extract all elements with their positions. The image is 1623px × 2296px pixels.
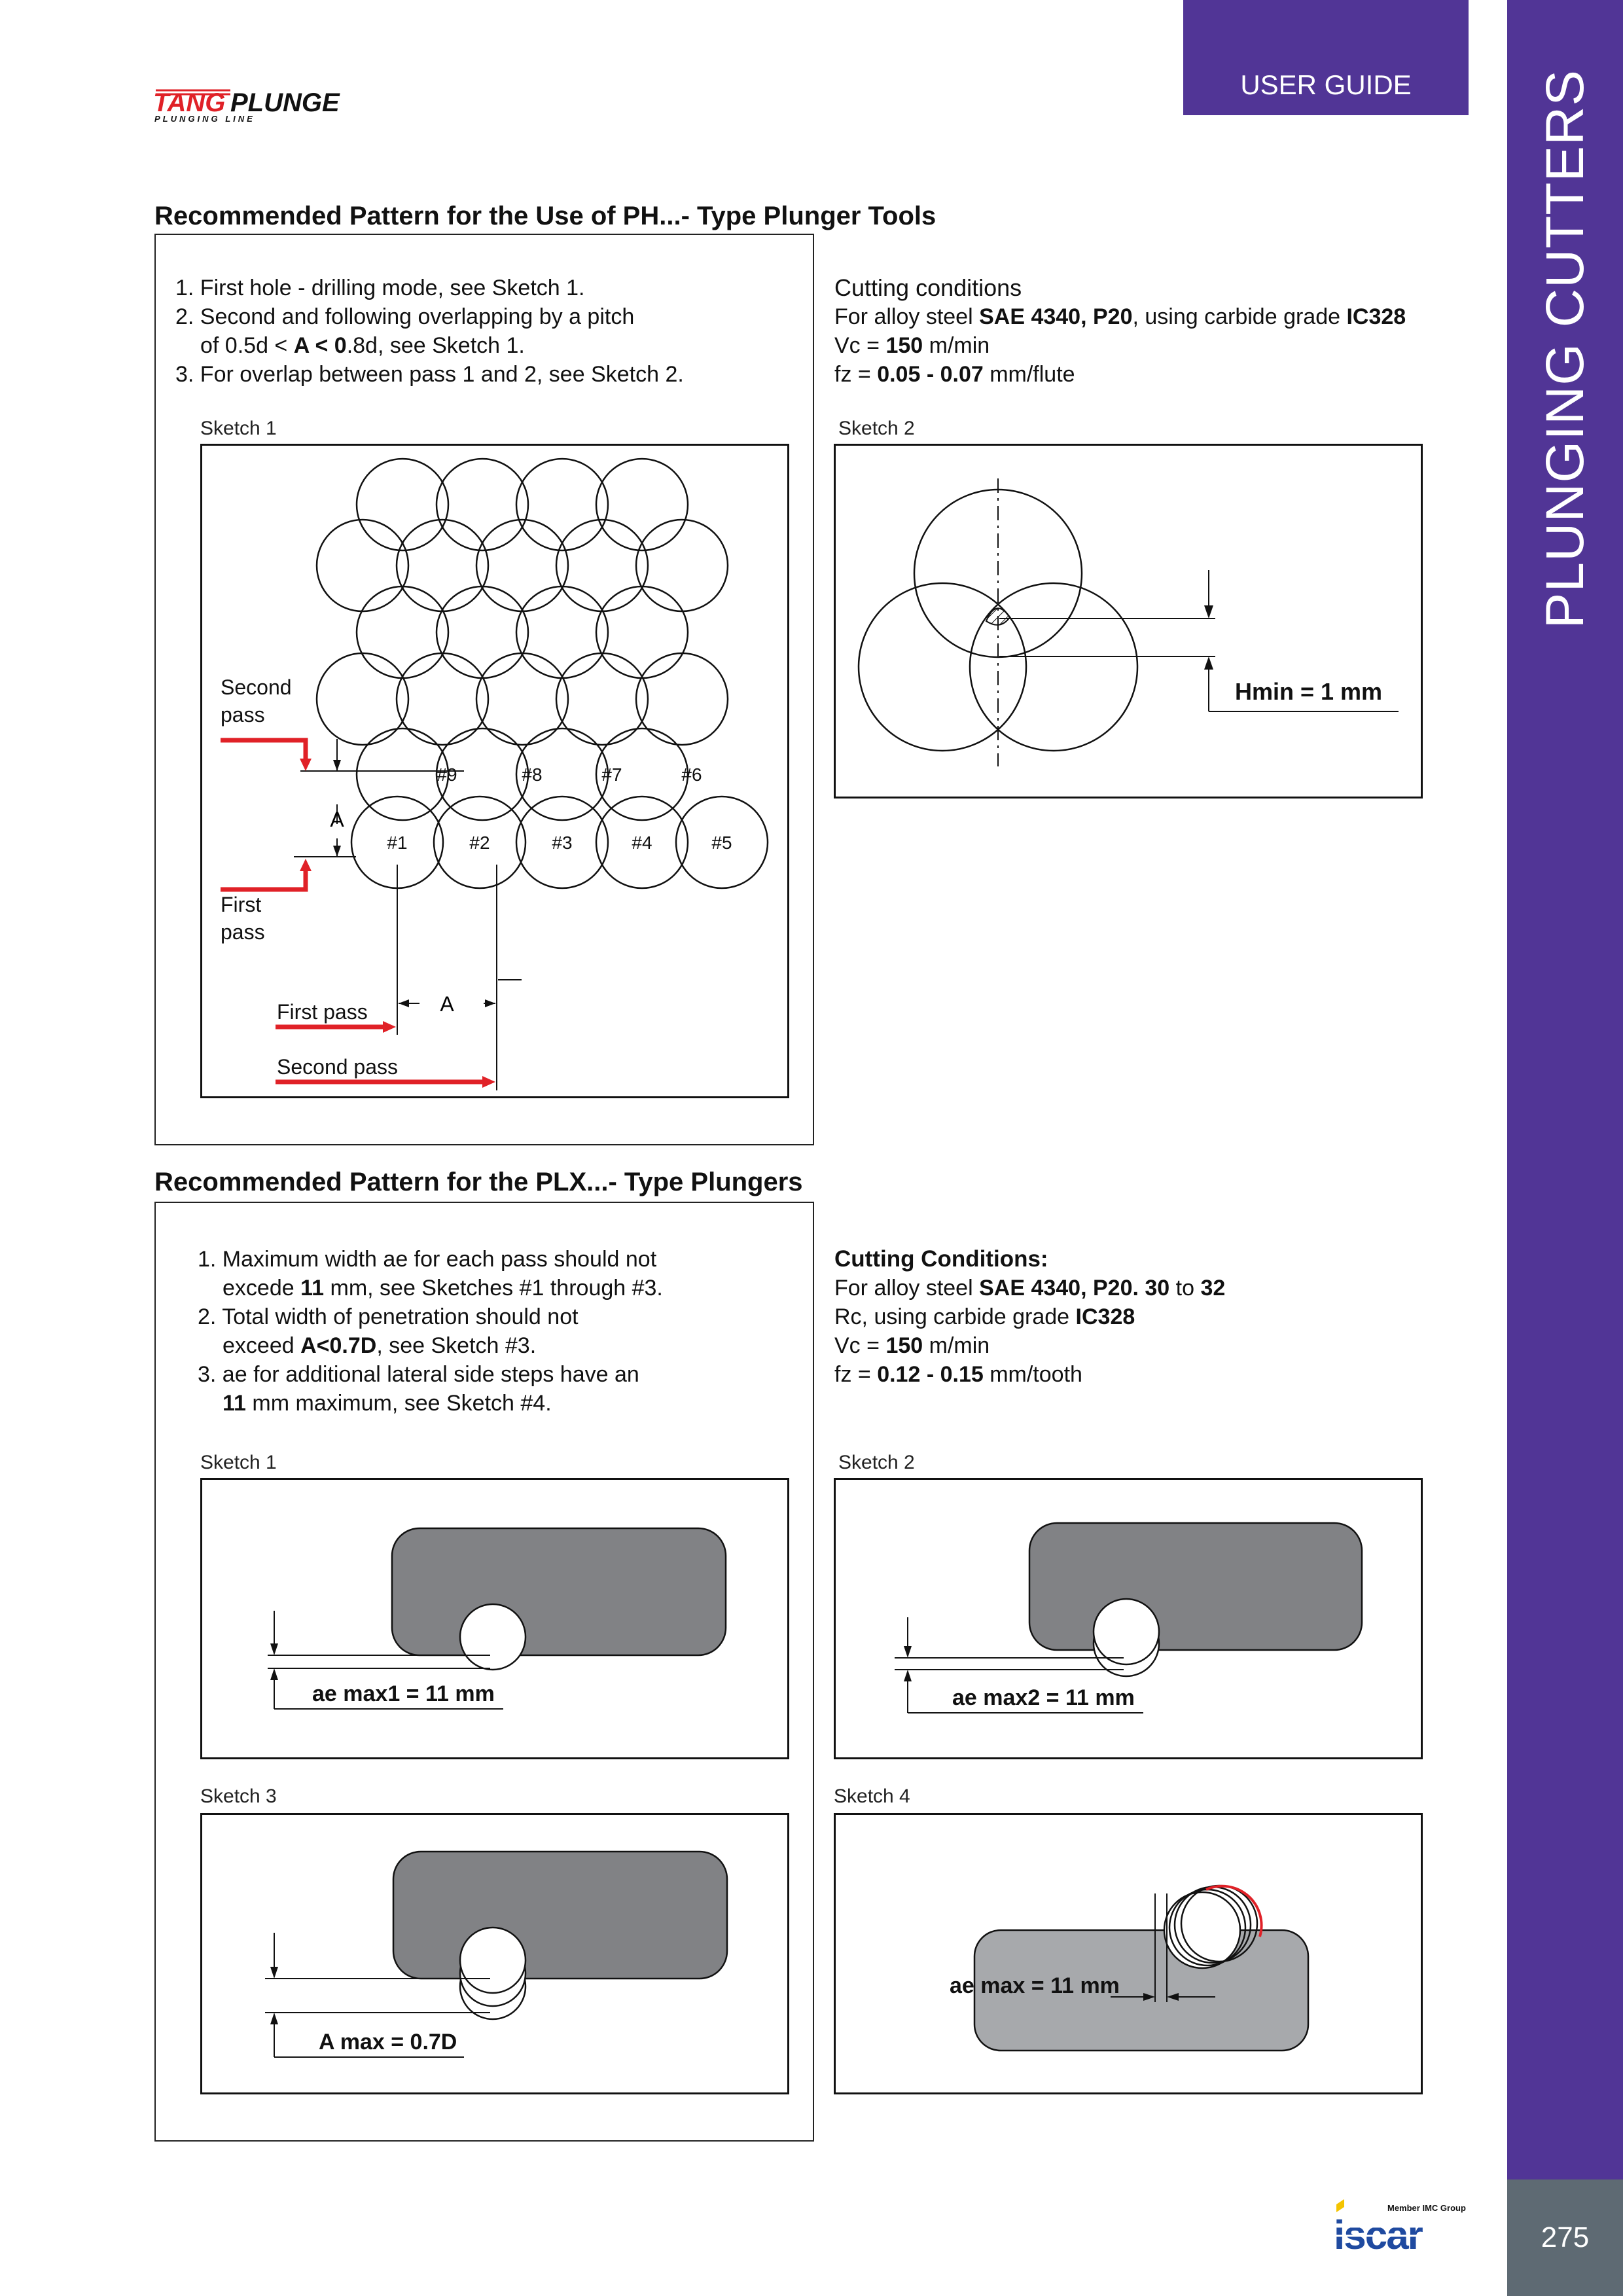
section1-conditions xyxy=(834,274,1406,389)
slot-shape xyxy=(1029,1523,1362,1650)
s2-grade-pre: Rc, using carbide grade xyxy=(834,1304,1076,1329)
section1-step2b xyxy=(175,331,684,360)
s1-sketch2-label: Sketch 2 xyxy=(838,418,915,439)
section-side-title-text: PLUNGING CUTTERS xyxy=(1535,69,1595,628)
section2-step3a: 3. ae for additional lateral side steps have an xyxy=(198,1362,639,1387)
section1-step2b-post: .8d, see Sketch 1. xyxy=(346,333,525,358)
page-number-box xyxy=(1507,2179,1623,2296)
s1-sketch1-drawing xyxy=(202,446,789,1098)
s2-sketch4-label: Sketch 4 xyxy=(834,1785,910,1807)
pitch-a-vertical: A xyxy=(330,808,344,831)
a-max-dimension: A max = 0.7D xyxy=(319,2030,457,2054)
svg-text:TANG: TANG xyxy=(153,88,226,117)
s2-vc-pre: Vc = xyxy=(834,1333,886,1358)
s1-grade: IC328 xyxy=(1346,304,1406,329)
s1-fz-unit: mm/flute xyxy=(983,362,1075,387)
s2-sketch4-drawing xyxy=(836,1815,1423,2094)
hole-number: #6 xyxy=(681,764,702,785)
s1-material: SAE 4340, P20 xyxy=(979,304,1133,329)
s1-material-mid: , using carbide grade xyxy=(1132,304,1347,329)
second-pass-run-label: Second pass xyxy=(277,1055,399,1079)
s2-vc-value: 150 xyxy=(885,1333,923,1358)
section1-step1: 1. First hole - drilling mode, see Sketch 1. xyxy=(175,276,585,300)
s2-step3b-bold: 11 xyxy=(223,1391,246,1416)
section1-conditions-fz xyxy=(834,360,1406,389)
s1-sketch1-label: Sketch 1 xyxy=(200,418,277,439)
second-pass-label-2: pass xyxy=(221,703,265,726)
s2-material-hrc: 32 xyxy=(1200,1276,1226,1300)
hole-number: #1 xyxy=(387,833,408,853)
first-pass-label-1: First xyxy=(221,893,262,916)
hole-number: #5 xyxy=(711,833,732,853)
svg-text:PLUNGE: PLUNGE xyxy=(230,88,340,117)
ae-max1-dimension: ae max1 = 11 mm xyxy=(312,1681,495,1706)
section1-steps xyxy=(175,274,684,389)
s2-step2b-pre: exceed xyxy=(223,1333,301,1358)
s2-material: SAE 4340, P20. 30 xyxy=(979,1276,1170,1300)
s2-fz-pre: fz = xyxy=(834,1362,878,1387)
s2-sketch1-drawing xyxy=(202,1480,789,1759)
s2-step1b-post: mm, see Sketches #1 through #3. xyxy=(324,1276,663,1300)
section2-step3b xyxy=(198,1389,663,1418)
hole-number: #3 xyxy=(552,833,573,853)
s2-sketch1-label: Sketch 1 xyxy=(200,1452,277,1473)
first-pass-arrow xyxy=(221,868,306,889)
section2-step1a: 1. Maximum width ae for each pass should not xyxy=(198,1247,657,1272)
section2-conditions xyxy=(834,1245,1225,1389)
s2-step2b-bold: A<0.7D xyxy=(300,1333,377,1358)
s1-sketch2 xyxy=(834,444,1423,798)
section1-step2a: 2. Second and following overlapping by a pitch xyxy=(175,304,635,329)
s2-sketch4 xyxy=(834,1813,1423,2094)
hole-number: #9 xyxy=(437,764,457,785)
section2-step2a: 2. Total width of penetration should not xyxy=(198,1304,579,1329)
s1-sketch1 xyxy=(200,444,789,1098)
user-guide-label: USER GUIDE xyxy=(1240,69,1412,100)
iscar-logo xyxy=(1332,2198,1471,2253)
s2-fz-value: 0.12 - 0.15 xyxy=(877,1362,984,1387)
s1-vc-unit: m/min xyxy=(923,333,990,358)
first-pass-run-label: First pass xyxy=(277,1000,368,1024)
svg-text:iscar: iscar xyxy=(1334,2213,1422,2253)
svg-text:PLUNGING LINE: PLUNGING LINE xyxy=(154,114,255,124)
section1-conditions-heading: Cutting conditions xyxy=(834,274,1022,301)
s1-vc-pre: Vc = xyxy=(834,333,886,358)
s1-fz-pre: fz = xyxy=(834,362,878,387)
section1-step2b-bold: A < 0 xyxy=(293,333,347,358)
section2-conditions-grade xyxy=(834,1302,1225,1331)
section1-step3: 3. For overlap between pass 1 and 2, see Sketch 2. xyxy=(175,362,684,387)
s2-sketch2-label: Sketch 2 xyxy=(838,1452,915,1473)
section1-conditions-vc xyxy=(834,331,1406,360)
s2-step1b-pre: excede xyxy=(223,1276,301,1300)
s2-step2b-post: , see Sketch #3. xyxy=(376,1333,537,1358)
cutter-circle-upper xyxy=(1094,1599,1159,1664)
section1-step2b-pre: of 0.5d < xyxy=(200,333,294,358)
s2-material-pre: For alloy steel xyxy=(834,1276,980,1300)
s2-grade: IC328 xyxy=(1075,1304,1135,1329)
hole-number: #2 xyxy=(469,833,490,853)
s2-sketch3-drawing xyxy=(202,1815,789,2094)
slot-shape xyxy=(393,1852,727,1979)
section2-conditions-fz xyxy=(834,1360,1225,1389)
s2-sketch3-label: Sketch 3 xyxy=(200,1785,277,1807)
section2-title: Recommended Pattern for the PLX...- Type Plungers xyxy=(154,1168,803,1196)
s2-sketch2-drawing xyxy=(836,1480,1423,1759)
section2-step2b xyxy=(198,1331,663,1360)
s2-sketch3 xyxy=(200,1813,789,2094)
s1-vc-value: 150 xyxy=(885,333,923,358)
pitch-a-horizontal: A xyxy=(440,992,454,1016)
s1-sketch2-drawing xyxy=(836,446,1423,798)
s2-vc-unit: m/min xyxy=(923,1333,990,1358)
s2-step1b-bold: 11 xyxy=(300,1276,325,1300)
hole-pattern xyxy=(317,459,768,888)
cutter-circle xyxy=(460,1604,526,1670)
section2-conditions-material xyxy=(834,1274,1225,1302)
section2-conditions-vc xyxy=(834,1331,1225,1360)
hole-number: #7 xyxy=(601,764,622,785)
slot-shape xyxy=(392,1528,726,1655)
second-pass-arrow xyxy=(221,740,306,762)
right-hole xyxy=(970,583,1137,751)
section2-conditions-heading: Cutting Conditions: xyxy=(834,1246,1048,1272)
s2-step3b-post: mm maximum, see Sketch #4. xyxy=(245,1391,552,1416)
section-side-title xyxy=(1507,0,1623,628)
second-pass-label-1: Second xyxy=(221,675,292,699)
page-number: 275 xyxy=(1541,2221,1590,2253)
s2-fz-unit: mm/tooth xyxy=(983,1362,1082,1387)
svg-text:Member IMC Group: Member IMC Group xyxy=(1387,2203,1466,2213)
s1-fz-value: 0.05 - 0.07 xyxy=(877,362,984,387)
tangplunge-logo xyxy=(153,85,369,124)
section1-conditions-material xyxy=(834,302,1406,331)
hmin-dimension: Hmin = 1 mm xyxy=(1235,678,1383,705)
user-guide-tab xyxy=(1183,0,1469,115)
hole-number: #4 xyxy=(632,833,652,853)
s1-material-pre: For alloy steel xyxy=(834,304,980,329)
cutter-circle-1 xyxy=(460,1928,526,1993)
s2-sketch2 xyxy=(834,1478,1423,1759)
s2-material-mid: to xyxy=(1169,1276,1201,1300)
ae-max2-dimension: ae max2 = 11 mm xyxy=(952,1685,1135,1710)
first-pass-label-2: pass xyxy=(221,920,265,944)
section2-step1b xyxy=(198,1274,663,1302)
section1-title: Recommended Pattern for the Use of PH...- Type Plunger Tools xyxy=(154,202,936,230)
ae-max-dimension: ae max = 11 mm xyxy=(950,1973,1120,1998)
s2-sketch1 xyxy=(200,1478,789,1759)
hole-number: #8 xyxy=(522,764,543,785)
section2-steps xyxy=(198,1245,663,1418)
